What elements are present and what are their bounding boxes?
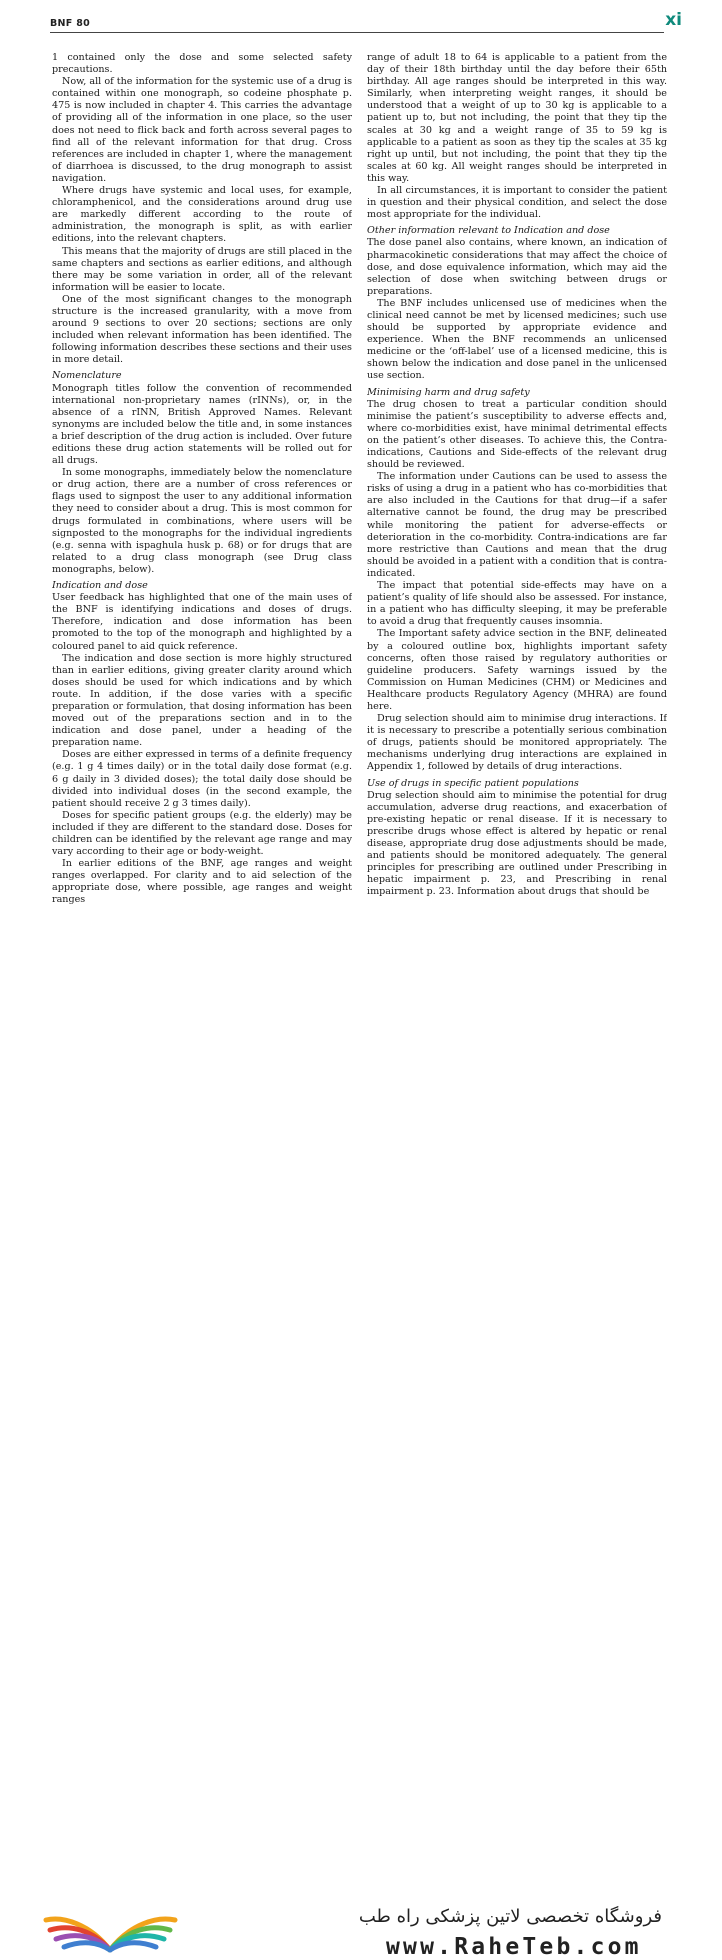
section-heading: Minimising harm and drug safety [367, 386, 530, 398]
body-paragraph: The indication and dose section is more highly structured than in earlier editions, giving greater clarity around which doses should be used for which indications and by which route. In addition, if the dose varies with a specific preparation or formulation, that dosing information has been moved out of the preparations section and in to the indication and dose panel, under a heading of the preparation name. [52, 652, 352, 749]
body-paragraph: Drug selection should aim to minimise drug interactions. If it is necessary to prescribe a potentially serious combination of drugs, patients should be monitored appropriately. The mechanisms underlying drug interactions are explained in Appendix 1, followed by details of drug interactions. [367, 713, 667, 773]
page-header [0, 0, 722, 40]
body-paragraph: 1 contained only the dose and some selected safety precautions. [52, 52, 352, 76]
store-url-text: www.RaheTeb.com [386, 1934, 642, 1960]
body-paragraph: In earlier editions of the BNF, age ranges and weight ranges overlapped. For clarity and to aid selection of the appropriate dose, where possible, age ranges and weight ranges [52, 858, 352, 906]
section-heading: Other information relevant to Indication and dose [367, 225, 610, 237]
store-name-text: فروشگاه تخصصی لاتین پزشکی راه طب [358, 1906, 662, 1927]
section-heading: Indication and dose [52, 580, 148, 592]
body-paragraph: In all circumstances, it is important to consider the patient in question and their physical condition, and select the dose most appropriate for the individual. [367, 185, 667, 221]
body-paragraph: The drug chosen to treat a particular condition should minimise the patient’s susceptibility to adverse effects and, where co-morbidities exist, have minimal detrimental effects on the patient’s other diseases. To achieve this, the Contra-indications, Cautions and Side-effects of the relevant drug should be reviewed. [367, 398, 667, 471]
body-paragraph: Now, all of the information for the systemic use of a drug is contained within one monograph, so codeine phosphate p. 475 is now included in chapter 4. This carries the advantage of providing all of the information in one place, so the user does not need to flick back and forth across several pages to find all of the relevant information for that drug. Cross references are included in chapter 1, where the management of diarrhoea is discussed, to the drug monograph to assist navigation. [52, 76, 352, 184]
page-number: xi [665, 10, 682, 30]
body-paragraph: This means that the majority of drugs are still placed in the same chapters and sections as earlier editions, and although there may be some variation in order, all of the relevant information will be easier to locate. [52, 245, 352, 293]
open-book-logo-icon [38, 1904, 183, 1954]
body-paragraph: User feedback has highlighted that one of the main uses of the BNF is identifying indications and doses of drugs. Therefore, indication and dose information has been promoted to the top of the monograph and highlighted by a coloured panel to aid quick reference. [52, 592, 352, 652]
right-column [367, 52, 667, 942]
body-paragraph: Where drugs have systemic and local uses, for example, chloramphenicol, and the considerations around drug use are markedly different according to the route of administration, the monograph is split, as with earlier editions, into the relevant chapters. [52, 185, 352, 245]
body-paragraph: The impact that potential side-effects may have on a patient’s quality of life should also be assessed. For instance, in a patient who has difficulty sleeping, it may be preferable to avoid a drug that frequently causes insomnia. [367, 580, 667, 628]
body-paragraph: In some monographs, immediately below the nomenclature or drug action, there are a number of cross references or flags used to signpost the user to any additional information they need to consider about a drug. This is most common for drugs formulated in combinations, where users will be signposted to the monographs for the individual ingredients (e.g. senna with ispaghula husk p. 68) or for drugs that are related to a drug class monograph (see Drug class monographs, below). [52, 467, 352, 575]
header-rule [50, 32, 664, 33]
body-paragraph: Doses for specific patient groups (e.g. the elderly) may be included if they are different to the standard dose. Doses for children can be identified by the relevant age range and may vary according to their age or body-weight. [52, 809, 352, 858]
section-heading: Nomenclature [52, 370, 122, 382]
section-heading: Use of drugs in specific patient populations [367, 777, 579, 789]
body-paragraph: One of the most significant changes to the monograph structure is the increased granularity, with a move from around 9 sections to over 20 sections; sections are only included when relevant information has been identified. The following information describes these sections and their uses in more detail. [52, 293, 352, 366]
body-paragraph: Doses are either expressed in terms of a definite frequency (e.g. 1 g 4 times daily) or in the total daily dose format (e.g. 6 g daily in 3 divided doses); the total daily dose should be divided into individual doses (in the second example, the patient should receive 2 g 3 times daily). [52, 749, 352, 809]
body-paragraph: The information under Cautions can be used to assess the risks of using a drug in a patient who has co-morbidities that are also included in the Cautions for that drug—if a safer alternative cannot be found, the drug may be prescribed while monitoring the patient for adverse-effects or deterioration in the co-morbidity. Contra-indications are far more restrictive than Cautions and mean that the drug should be avoided in a patient with a condition that is contra-indicated. [367, 471, 667, 579]
running-head: BNF 80 [50, 18, 91, 29]
body-paragraph: Monograph titles follow the convention of recommended international non-proprietary names (rINNs), or, in the absence of a rINN, British Approved Names. Relevant synonyms are included below the title and, in some instances a brief description of the drug action is included. Over future editions these drug action statements will be rolled out for all drugs. [52, 382, 352, 467]
watermark-footer [0, 944, 722, 1960]
body-paragraph: The Important safety advice section in the BNF, delineated by a coloured outline box, highlights important safety concerns, often those raised by regulatory authorities or guideline producers. Safety warnings issued by the Commission on Human Medicines (CHM) or Medicines and Healthcare products Regulatory Agency (MHRA) are found here. [367, 628, 667, 712]
bottom-fade [0, 924, 722, 944]
body-paragraph: The dose panel also contains, where known, an indication of pharmacokinetic considerations that may affect the choice of dose, and dose equivalence information, which may aid the selection of dose when switching between drugs or preparations. [367, 237, 667, 297]
left-column [52, 52, 352, 942]
body-paragraph: Drug selection should aim to minimise the potential for drug accumulation, adverse drug reactions, and exacerbation of pre-existing hepatic or renal disease. If it is necessary to prescribe drugs whose effect is altered by hepatic or renal disease, appropriate drug dose adjustments should be made, and patients should be monitored adequately. The general principles for prescribing are outlined under Prescribing in hepatic impairment p. 23, and Prescribing in renal impairment p. 23. Information about drugs that should be [367, 789, 667, 898]
body-paragraph: range of adult 18 to 64 is applicable to a patient from the day of their 18th birthday until the day before their 65th birthday. All age ranges should be interpreted in this way. Similarly, when interpreting weight ranges, it should be understood that a weight of up to 30 kg is applicable to a patient up to, but not including, the point that they tip the scales at 30 kg and a weight range of 35 to 59 kg is applicable to a patient as soon as they tip the scales at 35 kg right up until, but not including, the point that they tip the scales at 60 kg. All weight ranges should be interpreted in this way. [367, 52, 667, 184]
body-paragraph: The BNF includes unlicensed use of medicines when the clinical need cannot be met by licensed medicines; such use should be supported by appropriate evidence and experience. When the BNF recommends an unlicensed medicine or the ‘off-label’ use of a licensed medicine, this is shown below the indication and dose panel in the unlicensed use section. [367, 297, 667, 382]
